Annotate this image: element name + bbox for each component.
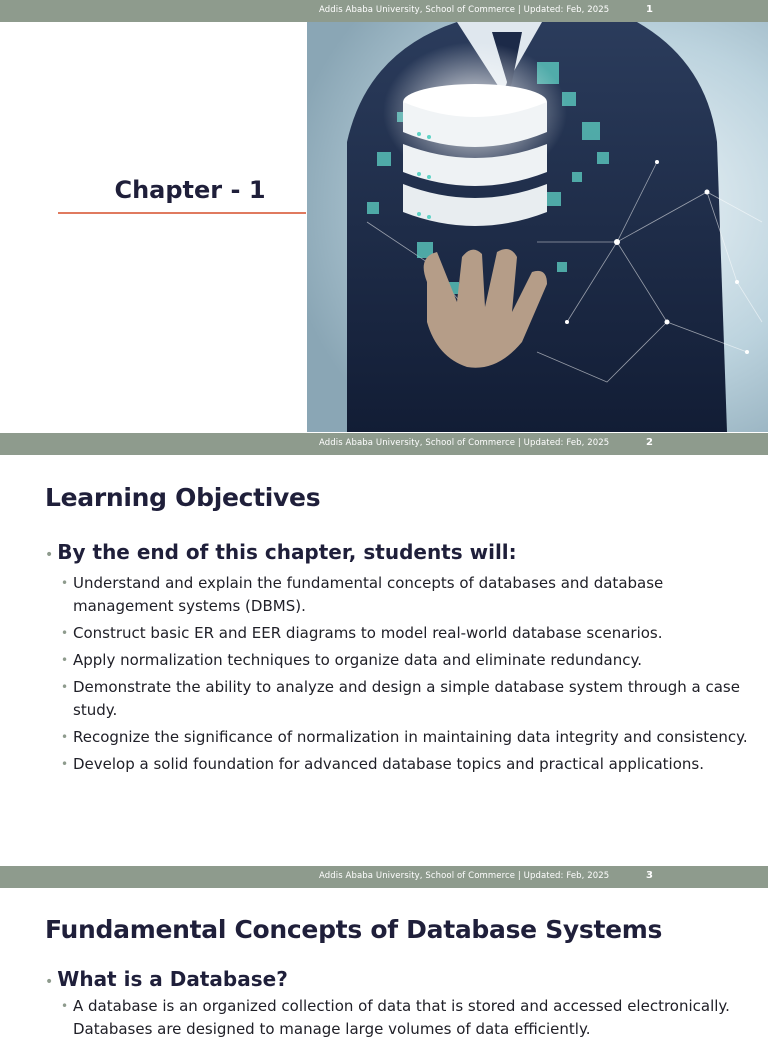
slide-number: 1 bbox=[646, 4, 653, 15]
list-item: • Develop a solid foundation for advanced database topics and practical applications. bbox=[61, 755, 704, 773]
list-item: • Construct basic ER and EER diagrams to model real-world database scenarios. bbox=[61, 624, 663, 642]
header-source-text: Addis Ababa University, School of Commerce | Updated: Feb, 2025 bbox=[319, 871, 610, 881]
lead-bullet bbox=[45, 967, 288, 991]
hero-image bbox=[307, 22, 768, 432]
lead-bullet bbox=[45, 540, 517, 564]
list-item: • Demonstrate the ability to analyze and design a simple database system through a case study. bbox=[61, 678, 740, 719]
slide-number: 3 bbox=[646, 870, 653, 881]
slide-heading: Fundamental Concepts of Database Systems bbox=[45, 915, 663, 944]
list-item: • Understand and explain the fundamental concepts of databases and database management systems (DBMS). bbox=[61, 574, 664, 615]
objectives-list bbox=[61, 572, 751, 780]
slide-header-bar bbox=[0, 433, 768, 455]
database-icon bbox=[383, 42, 567, 226]
slide-header-bar bbox=[0, 0, 768, 22]
list-item: • Apply normalization techniques to organize data and eliminate redundancy. bbox=[61, 651, 642, 669]
list-item: • Recognize the significance of normalization in maintaining data integrity and consistency. bbox=[61, 728, 748, 746]
slide-heading: Learning Objectives bbox=[45, 483, 321, 512]
list-item: • A database is an organized collection of data that is stored and accessed electronically. Databases are designed to manage large volumes of data efficiently. bbox=[61, 997, 730, 1038]
bullet-dot: • bbox=[45, 974, 54, 990]
slide-1 bbox=[0, 0, 768, 432]
header-source-text: Addis Ababa University, School of Commerce | Updated: Feb, 2025 bbox=[319, 438, 610, 448]
slide-3 bbox=[0, 866, 768, 1038]
concepts-list bbox=[61, 995, 751, 1045]
slide-number: 2 bbox=[646, 437, 653, 448]
lead-text: What is a Database? bbox=[57, 967, 288, 991]
bullet-dot: • bbox=[45, 547, 54, 563]
title-underline bbox=[58, 212, 306, 214]
chapter-title: Chapter - 1 bbox=[114, 176, 266, 204]
slide-header-bar bbox=[0, 866, 768, 888]
lead-text: By the end of this chapter, students will: bbox=[57, 540, 517, 564]
database-hand-illustration bbox=[307, 22, 768, 432]
slide-2 bbox=[0, 433, 768, 865]
header-source-text: Addis Ababa University, School of Commerce | Updated: Feb, 2025 bbox=[319, 5, 610, 15]
